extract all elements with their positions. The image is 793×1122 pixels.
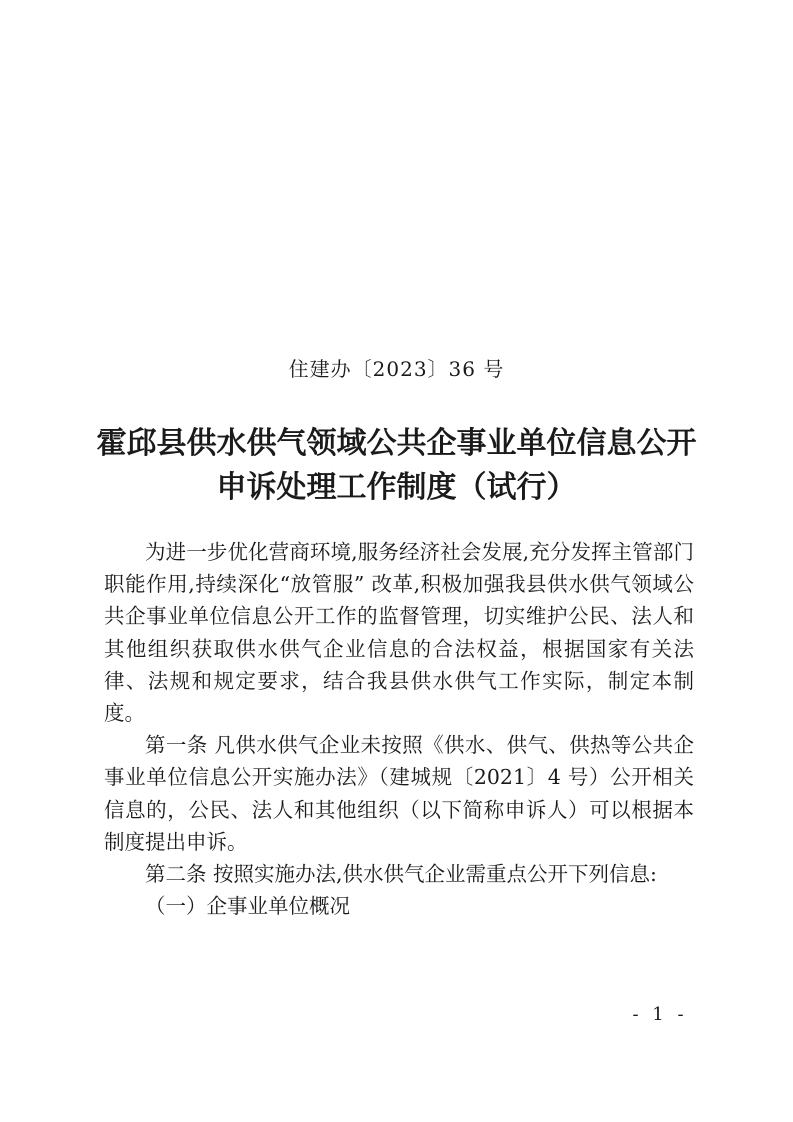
title-line-2: 申诉处理工作制度（试行） xyxy=(216,470,577,505)
paragraph-article-2: 第二条 按照实施办法,供水供气企业需重点公开下列信息: xyxy=(145,862,657,887)
title-line-1: 霍邱县供水供气领域公共企事业单位信息公开 xyxy=(96,426,697,461)
paragraph-article-1: 第一条 凡供水供气企业未按照《供水、供气、供热等公共企事业单位信息公开实施办法》（建城规〔2021〕4 号）公开相关信息的，公民、法人和其他组织（以下简称申诉人）可以根据本制度提出申诉。 xyxy=(104,733,694,854)
paragraph-item-1: （一）企事业单位概况 xyxy=(145,894,350,919)
document-body xyxy=(104,536,694,922)
paragraph-intro: 为进一步优化营商环境,服务经济社会发展,充分发挥主管部门职能作用,持续深化“放管服” 改革,积极加强我县供水供气领域公共企事业单位信息公开工作的监督管理，切实维护公民、法人和其他组织获取供水供气企业信息的合法权益，根据国家有关法律、法规和规定要求，结合我县供水供气工作实际，制定本制度。 xyxy=(104,540,694,726)
document-number: 住建办〔2023〕36 号 xyxy=(288,357,505,381)
page-number: - 1 - xyxy=(632,1004,688,1025)
document-title xyxy=(0,422,793,510)
